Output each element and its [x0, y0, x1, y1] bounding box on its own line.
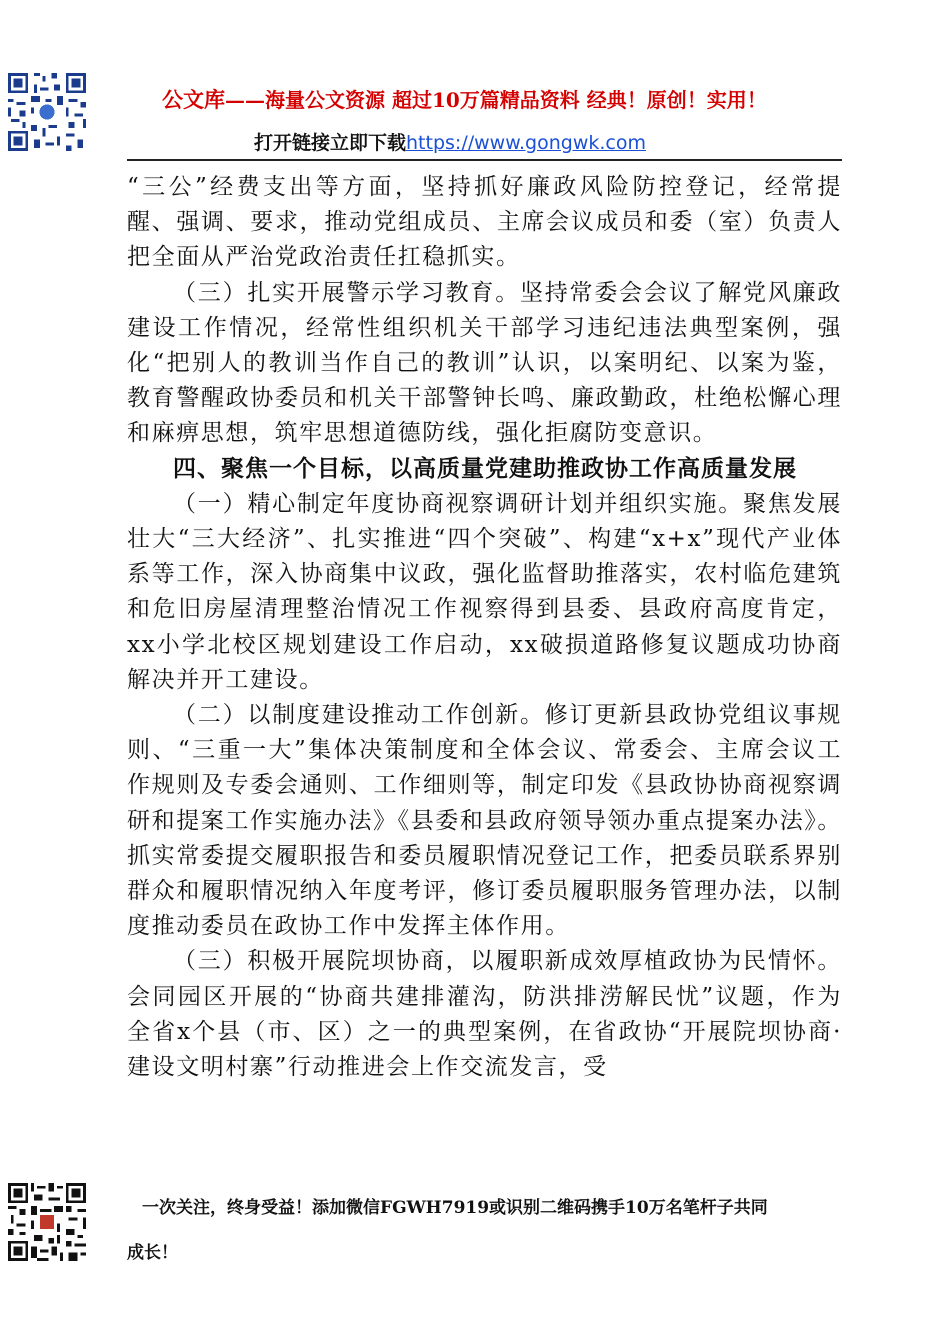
footer-promo: 一次关注，终身受益！添加微信FGWH7919或识别二维码携手10万名笔杆子共同	[142, 1198, 768, 1218]
paragraph: （三）扎实开展警示学习教育。坚持常委会会议了解党风廉政建设工作情况，经常性组织机关干部学习违纪违法典型案例，强化“把别人的教训当作自己的教训”认识，以案明纪、以案为鉴，教育警醒政协委员和机关干部警钟长鸣、廉政勤政，杜绝松懈心理和麻痹思想，筑牢思想道德防线，强化拒腐防变意识。	[127, 279, 842, 447]
qr-code-icon	[5, 70, 89, 154]
qr-code-icon	[5, 1180, 89, 1264]
website-link[interactable]: https://www.gongwk.com	[406, 132, 646, 154]
paragraph: （三）积极开展院坝协商，以履职新成效厚植政协为民情怀。会同园区开展的“协商共建排灌沟，防洪排涝解民忧”议题，作为全省x个县（市、区）之一的典型案例，在省政协“开展院坝协商·建设文明村寨”行动推进会上作交流发言，受	[127, 948, 842, 1081]
brand-name: 公文库	[162, 87, 225, 112]
paragraph: （二）以制度建设推动工作创新。修订更新县政协党组议事规则、“三重一大”集体决策制度和全体会议、常委会、主席会议工作规则及专委会通则、工作细则等，制定印发《县政协协商视察调研和提案工作实施办法》《县委和县政府领导领办重点提案办法》。抓实常委提交履职报告和委员履职情况登记工作，把委员联系界别群众和履职情况纳入年度考评，修订委员履职服务管理办法，以制度推动委员在政协工作中发挥主体作用。	[127, 702, 842, 940]
header-divider	[127, 159, 842, 161]
download-prefix: 打开链接立即下载	[254, 132, 407, 154]
download-line	[254, 128, 646, 155]
footer-promo-continued: 成长！	[127, 1243, 178, 1263]
paragraph: （一）精心制定年度协商视察调研计划并组织实施。聚焦发展壮大“三大经济”、扎实推进“四个突破”、构建“x+x”现代产业体系等工作，深入协商集中议政，强化监督助推落实，农村临危建筑和危旧房屋清理整治情况工作视察得到县委、县政府高度肯定，xx小学北校区规划建设工作启动，xx破损道路修复议题成功协商解决并开工建设。	[127, 490, 842, 693]
header-tagline: ——海量公文资源 超过10万篇精品资料 经典！原创！实用！	[225, 88, 767, 112]
paragraph: “三公”经费支出等方面，坚持抓好廉政风险防控登记，经常提醒、强调、要求，推动党组成员、主席会议成员和委（室）负责人把全面从严治党政治责任扛稳抓实。	[127, 174, 842, 271]
document-body	[127, 170, 842, 1085]
section-heading: 四、聚焦一个目标，以高质量党建助推政协工作高质量发展	[173, 455, 797, 482]
header-banner	[162, 84, 767, 114]
